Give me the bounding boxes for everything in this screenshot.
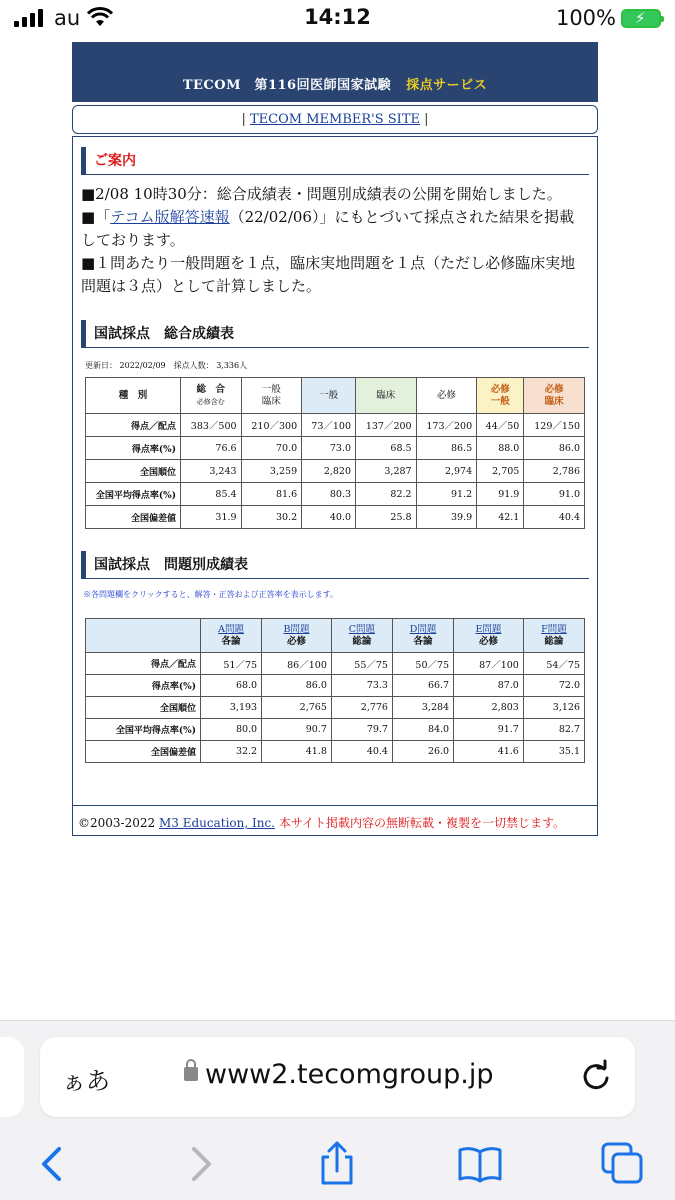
table-row [86,697,585,719]
table-row [86,675,585,697]
column-header: 必修 [416,378,477,414]
question-column-header[interactable] [454,619,524,653]
table-cell: 383／500 [181,414,242,437]
table-cell: 87.0 [454,675,524,697]
question-category: 総論 [544,635,564,647]
table-row [86,414,585,437]
member-site-link[interactable]: TECOM MEMBER'S SITE [250,112,420,127]
clock: 14:12 [304,5,371,29]
copyright-warning: 本サイト掲載内容の無断転載・複製を一切禁じます。 [278,816,566,830]
table-cell: 91.2 [416,483,477,506]
table-cell: 2,776 [331,697,392,719]
tabs-icon[interactable] [598,1139,648,1189]
table-cell: 81.6 [241,483,302,506]
table-cell: 82.7 [523,719,584,741]
questions-note: ※各問題欄をクリックすると、解答・正答および正答率を表示します。 [83,590,339,599]
header-title: TECOM 第116回医師国家試験 [182,78,392,93]
table-cell: 76.6 [181,437,242,460]
table-cell: 210／300 [241,414,302,437]
notice-line-1: ■2/08 10時30分：総合成績表・問題別成績表の公開を開始しました。 [81,185,562,203]
question-column-header[interactable] [201,619,262,653]
address-bar[interactable] [40,1037,635,1117]
column-header: 臨床 [356,378,417,414]
table-cell: 86／100 [262,653,332,675]
column-header: 一般 [302,378,356,414]
table-cell: 86.0 [524,437,585,460]
question-link[interactable]: F問題 [541,623,567,635]
column-header: 種 別 [86,378,181,414]
carrier-label: au [54,6,81,30]
row-label: 得点／配点 [86,414,181,437]
web-page [72,42,598,836]
table-cell: 50／75 [392,653,453,675]
table-cell: 66.7 [392,675,453,697]
table-cell: 40.0 [302,506,356,529]
table-row [86,719,585,741]
battery-percent: 100% [555,6,616,30]
table-cell: 137／200 [356,414,417,437]
table-cell: 41.6 [454,741,524,763]
table-cell: 40.4 [331,741,392,763]
column-header [86,619,201,653]
questions-title: 国試採点 問題別成績表 [81,551,589,579]
table-row [86,653,585,675]
reload-icon[interactable] [577,1057,615,1095]
forward-icon[interactable] [175,1139,225,1189]
table-cell: 3,259 [241,460,302,483]
table-cell: 40.4 [524,506,585,529]
table-cell: 80.0 [201,719,262,741]
company-link[interactable]: M3 Education, Inc. [158,816,275,830]
table-row [86,460,585,483]
divider: | [424,112,429,127]
notice-line-2 [81,206,589,252]
table-cell: 88.0 [477,437,524,460]
copyright: ©2003-2022 [78,816,156,830]
question-link[interactable]: B問題 [283,623,310,635]
table-cell: 2,820 [302,460,356,483]
row-label: 全国偏差値 [86,506,181,529]
table-cell: 79.7 [331,719,392,741]
site-header [72,42,598,102]
summary-table [85,377,585,529]
row-label: 得点率(%) [86,437,181,460]
question-column-header[interactable] [331,619,392,653]
notice-body [81,183,589,298]
table-cell: 73.0 [302,437,356,460]
main-content [72,136,598,806]
table-cell: 31.9 [181,506,242,529]
divider: | [241,112,246,127]
table-cell: 44／50 [477,414,524,437]
notice-text: （22/02/06）」にもとづいて採点された結果を掲載しております。 [81,208,575,249]
row-label: 全国平均得点率(%) [86,719,201,741]
table-cell: 72.0 [523,675,584,697]
table-cell: 41.8 [262,741,332,763]
row-label: 全国順位 [86,697,201,719]
table-cell: 51／75 [201,653,262,675]
column-header: 必修 臨床 [524,378,585,414]
question-category: 必修 [286,635,306,647]
table-cell: 30.2 [241,506,302,529]
table-cell: 54／75 [523,653,584,675]
column-header: 必修 一般 [477,378,524,414]
lock-icon [184,1067,198,1081]
table-header-row [86,378,585,414]
table-cell: 82.2 [356,483,417,506]
table-header-row [86,619,585,653]
table-cell: 39.9 [416,506,477,529]
row-label: 全国平均得点率(%) [86,483,181,506]
footer [72,806,598,836]
table-cell: 3,287 [356,460,417,483]
table-cell: 73.3 [331,675,392,697]
back-icon[interactable] [28,1139,78,1189]
question-link[interactable]: C問題 [348,623,376,635]
table-cell: 42.1 [477,506,524,529]
header-service: 採点サービス [406,78,488,93]
table-cell: 91.7 [454,719,524,741]
table-cell: 2,803 [454,697,524,719]
table-cell: 86.0 [262,675,332,697]
table-cell: 55／75 [331,653,392,675]
question-column-header[interactable] [392,619,453,653]
update-info: 更新日： 2022/02/09 採点人数： 3,336人 [85,361,248,370]
url-text[interactable]: www2.tecomgroup.jp [205,1059,494,1090]
status-bar [0,0,675,36]
table-cell: 32.2 [201,741,262,763]
row-label: 得点率(%) [86,675,201,697]
table-cell: 25.8 [356,506,417,529]
page-settings-button[interactable]: ぁあ [62,1067,110,1095]
member-site-bar [72,105,598,134]
table-row [86,437,585,460]
questions-table [85,618,585,763]
table-cell: 2,974 [416,460,477,483]
question-category: 各論 [413,635,433,647]
summary-title: 国試採点 総合成績表 [81,320,589,348]
question-category: 総論 [352,635,372,647]
question-link[interactable]: D問題 [409,623,437,635]
table-cell: 2,705 [477,460,524,483]
table-cell: 84.0 [392,719,453,741]
column-header: 総 合 必修含む [181,378,242,414]
notice-title: ご案内 [81,147,589,175]
table-cell: 90.7 [262,719,332,741]
row-label: 得点／配点 [86,653,201,675]
table-cell: 35.1 [523,741,584,763]
row-label: 全国順位 [86,460,181,483]
question-link[interactable]: A問題 [218,623,244,635]
table-cell: 26.0 [392,741,453,763]
table-cell: 68.5 [356,437,417,460]
table-row [86,741,585,763]
battery-charging-icon: ⚡ [621,9,661,28]
question-category: 各論 [221,635,241,647]
table-cell: 85.4 [181,483,242,506]
previous-tab-peek[interactable] [0,1037,24,1117]
table-cell: 3,126 [523,697,584,719]
question-link[interactable]: E問題 [475,623,502,635]
table-cell: 3,284 [392,697,453,719]
bookmarks-icon[interactable] [455,1139,505,1189]
table-cell: 73／100 [302,414,356,437]
table-cell: 2,765 [262,697,332,719]
table-cell: 68.0 [201,675,262,697]
browser-toolbar [0,1020,675,1200]
table-cell: 173／200 [416,414,477,437]
notice-line-3: ■１問あたり一般問題を１点，臨床実地問題を１点（ただし必修臨床実地問題は３点）として計算しました。 [81,254,576,295]
table-cell: 129／150 [524,414,585,437]
table-cell: 87／100 [454,653,524,675]
table-row [86,483,585,506]
table-cell: 86.5 [416,437,477,460]
table-cell: 3,193 [201,697,262,719]
table-cell: 3,243 [181,460,242,483]
row-label: 全国偏差値 [86,741,201,763]
question-category: 必修 [478,635,498,647]
column-header: 一般 臨床 [241,378,302,414]
notice-text: ■「 [81,208,111,226]
table-cell: 91.0 [524,483,585,506]
table-cell: 80.3 [302,483,356,506]
question-column-header[interactable] [262,619,332,653]
share-icon[interactable] [312,1139,362,1189]
table-cell: 70.0 [241,437,302,460]
table-cell: 2,786 [524,460,585,483]
question-column-header[interactable] [523,619,584,653]
answer-flash-link[interactable]: テコム版解答速報 [110,208,230,226]
table-row [86,506,585,529]
table-cell: 91.9 [477,483,524,506]
